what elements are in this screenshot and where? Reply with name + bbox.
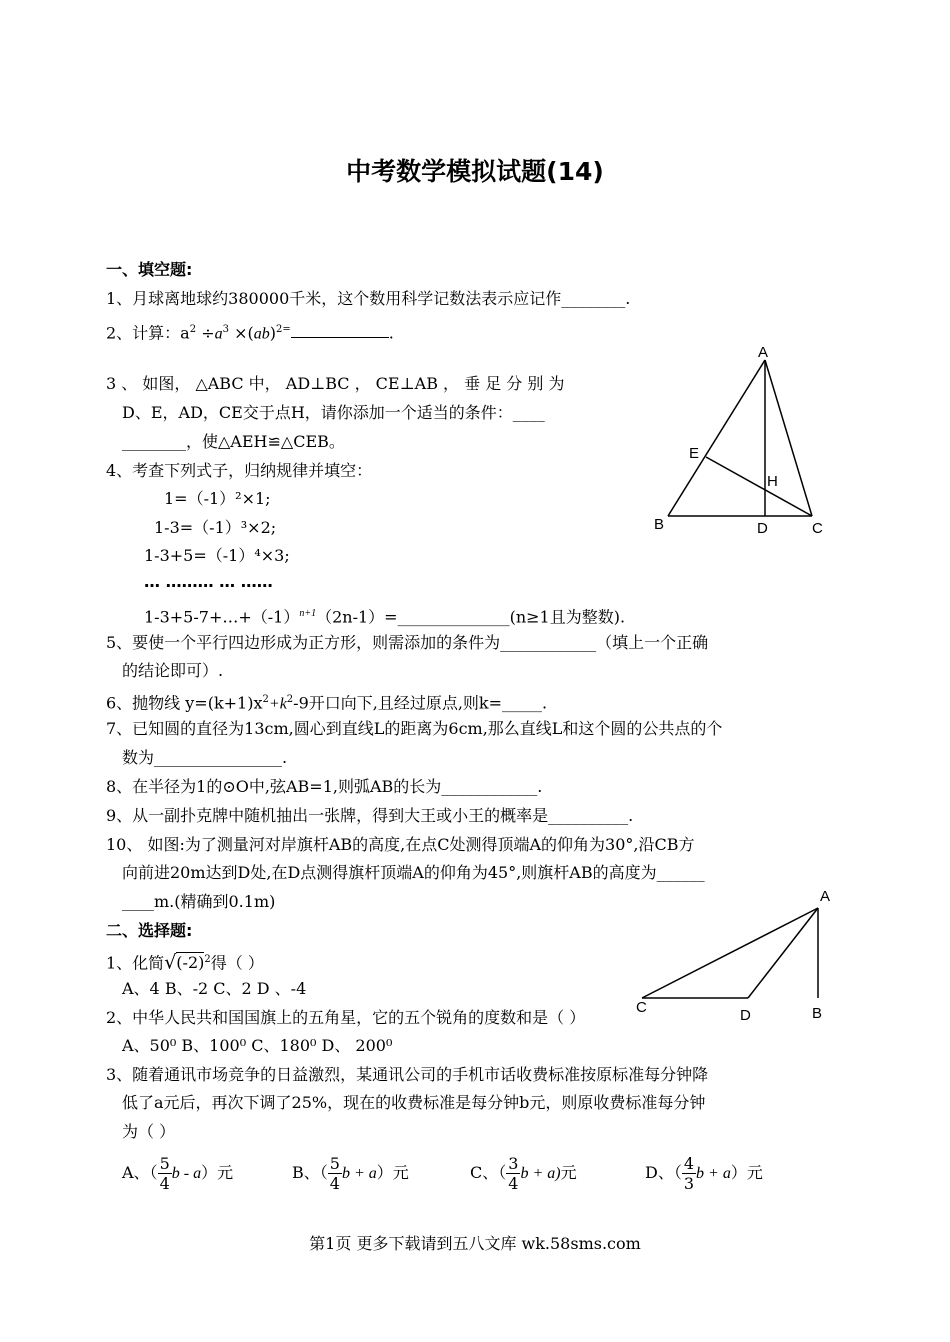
label-b: B <box>812 1005 823 1022</box>
page-footer: 第1页 更多下载请到五八文库 wk.58sms.com <box>309 1234 641 1253</box>
question-10-line-2: 向前进20m达到D处,在D点测得旗杆顶端A的仰角为45°,则旗杆AB的高度为______ <box>122 863 705 882</box>
side-ab <box>668 360 765 516</box>
question-4-prompt: 4、考查下列式子，归纳规律并填空： <box>106 461 373 480</box>
choice-1-options: A、4 B、-2 C、2 D 、-4 <box>122 979 307 998</box>
question-5-line-2: 的结论即可）. <box>122 661 224 680</box>
choice-3-line-2: 低了a元后，再次下调了25%，现在的收费标准是每分钟b元，则原收费标准每分钟 <box>122 1093 706 1112</box>
question-4-expr-2: 1-3=（-1）³×2; <box>154 518 277 537</box>
choice-3-line-1: 3、随着通讯市场竞争的日益激烈，某通讯公司的手机市话收费标准按原标准每分钟降 <box>106 1065 709 1084</box>
side-ac <box>765 360 812 516</box>
choice-3-option-a: A、（ $\frac{5}{4}$ b - a）元 <box>122 1154 234 1193</box>
label-h: H <box>767 473 778 490</box>
question-7-line-2: 数为________________. <box>122 748 288 767</box>
question-1: 1、月球离地球约380000千米，这个数用科学记数法表示应记作________. <box>106 289 631 308</box>
label-c: C <box>636 999 647 1016</box>
altitude-ce <box>706 457 812 516</box>
question-10-line-3: ____m.(精确到0.1m) <box>122 892 276 911</box>
question-4-ellipsis: … ……… … …… <box>144 572 273 591</box>
label-d: D <box>740 1007 751 1024</box>
question-2: 2、计算：$a^2 \div a^3 \times(ab)^{2=}$ . <box>106 323 394 343</box>
label-b: B <box>654 516 665 533</box>
question-10-line-1: 10、 如图:为了测量河对岸旗杆AB的高度,在点C处测得顶端A的仰角为30°,沿CB方 <box>106 835 695 854</box>
label-c: C <box>812 520 823 537</box>
question-4-expr-1: 1=（-1）²×1; <box>164 489 271 508</box>
choice-2: 2、中华人民共和国国旗上的五角星，它的五个锐角的度数和是（ ） <box>106 1008 586 1027</box>
label-a: A <box>820 888 831 905</box>
question-4-general-term: $1-3+5-7+\dots+(-1)^{n+1}(2n-1)=\_\_\_\_\_\_\_\_\_\_\_\_\_\_(n\ge 1$且为整数). <box>144 607 626 627</box>
question-3-line-3: ________，使△AEH≌△CEB。 <box>122 432 345 451</box>
sightline-da <box>748 908 818 998</box>
question-8: 8、在半径为1的⊙O中,弦AB=1,则弧AB的长为____________. <box>106 777 543 796</box>
flagpole-figure <box>630 880 845 1025</box>
question-4-expr-3: 1-3+5=（-1）⁴×3; <box>144 546 290 565</box>
section-fill-blank-heading: 一、填空题: <box>106 260 193 279</box>
question-3-line-1: 3 、 如图， △ABC 中， AD⊥BC ， CE⊥AB ， 垂 足 分 别 为 <box>106 374 565 393</box>
question-5-line-1: 5、要使一个平行四边形成为正方形，则需添加的条件为____________（填上一个正确 <box>106 633 709 652</box>
choice-3-line-3: 为（ ） <box>122 1122 176 1141</box>
label-e: E <box>689 445 700 462</box>
question-9: 9、从一副扑克牌中随机抽出一张牌，得到大王或小王的概率是__________. <box>106 806 634 825</box>
question-6: 6、抛物线 $y=(k+1)x^2+k^2-9$开口向下,且经过原点,则k=_____. <box>106 693 548 713</box>
choice-3-option-b: B、（ $\frac{5}{4}$ b + a）元 <box>292 1154 409 1193</box>
choice-3-option-c: C、（ $\frac{3}{4}$ b + a)元 <box>470 1154 577 1193</box>
section-choice-heading: 二、选择题: <box>106 921 193 940</box>
question-7-line-1: 7、已知圆的直径为13cm,圆心到直线L的距离为6cm,那么直线L和这个圆的公共点的个 <box>106 719 723 738</box>
choice-3-option-d: D、（ $\frac{4}{3}$ b + a）元 <box>645 1154 763 1193</box>
choice-2-options: A、50⁰ B、100⁰ C、180⁰ D、 200⁰ <box>122 1036 393 1055</box>
sightline-ca <box>642 908 818 998</box>
label-d: D <box>757 520 768 537</box>
triangle-figure <box>640 340 840 540</box>
choice-1: 1、化简$√(-2)^2$得（ ） <box>106 951 264 974</box>
question-3-line-2: D、E，AD，CE交于点H，请你添加一个适当的条件：____ <box>122 403 545 422</box>
label-a: A <box>758 344 769 361</box>
page-title: 中考数学模拟试题(14) <box>346 157 604 186</box>
